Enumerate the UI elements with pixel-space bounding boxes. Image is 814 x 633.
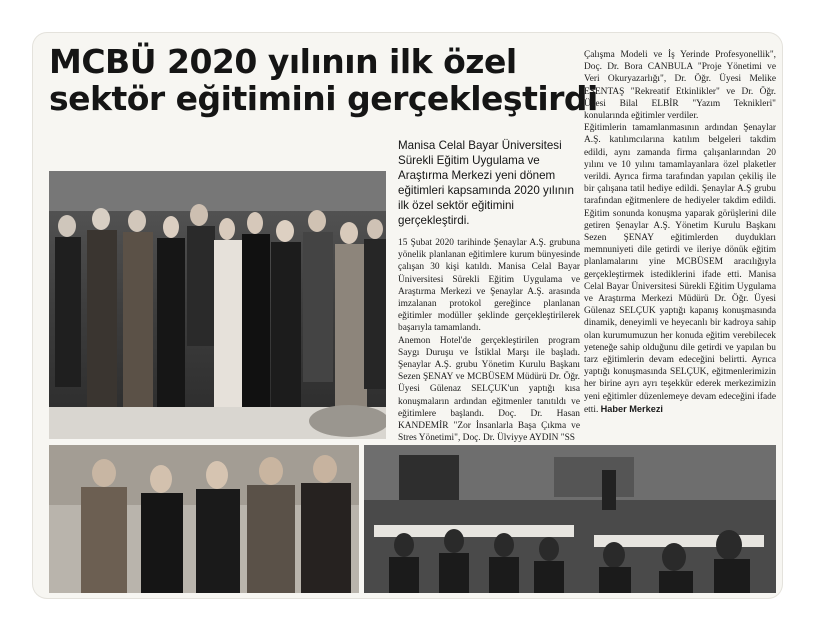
article-byline: Haber Merkezi (600, 403, 663, 414)
headline-line-2: sektör eğitimini gerçekleştirdi (49, 79, 598, 118)
body-paragraph-text: Eğitimlerin tamamlanmasının ardından Şenaylar A.Ş. katılımcılarına katılım belgeleri takdim edildi, aynı zamanda firma çalışanlarından 20 yılını ve 10 yılını tamamlayanlara özel plaketler verildi. Ayrıca firma tarafından yapılan çekiliş ile bir çalışana tatil hediye edildi. Şenaylar A.Ş grubu tarafından eğitmenlere de hediyeler takdim edildi. Eğitim sonunda konuşma yaparak görüşlerini dile getiren Şenaylar A.Ş. Yönetim Kurulu Başkanı Sezen ŞENAY eğitimlerden duydukları memnuniyeti dile getirdi ve ileriye dönük eğitim planlamalarını yine MCBÜSEM aracılığıyla gerçekleştirmek istediklerini ifade etti. Manisa Celal Bayar Üniversitesi Sürekli Eğitim Uygulama ve Araştırma Merkezi Müdürü Dr. Öğr. Üyesi Gülenaz SELÇUK yaptığı kapanış konuşmasında dinamik, deneyimli ve heyecanlı bir kadroya sahip olan kurumumuzun her konuda eğitim verebilecek yeteneğe sahip olduğunu dile getirdi ve yapılan bu tarz eğitimlerin devam edeceğini belirtti. Ayrıca yaptığı konuşmasında SELÇUK, eğitmenlerimizin her birine ayrı ayrı teşekkür ederek merkezimizin yeni eğitimler düzenlemeye devam edeceğini ifade etti. (584, 123, 776, 415)
article-lead: Manisa Celal Bayar Üniversitesi Sürekli Eğitim Uygulama ve Araştırma Merkezi yeni dönem eğitimleri kapsamında 2020 yılının ilk özel sektör eğitimini gerçekleştirdi. (398, 139, 574, 227)
officials-photo (49, 445, 359, 593)
body-paragraph (584, 122, 776, 416)
group-photo (49, 171, 386, 439)
body-paragraph: 15 Şubat 2020 tarihinde Şenaylar A.Ş. grubuna yönelik planlanan eğitimlere kurum bünyesinde çalışan 30 kişi katıldı. Manisa Celal Bayar Üniversitesi Sürekli Eğitim Uygulama ve Araştırma Merkezi ve Şenaylar A.Ş. arasında imzalanan protokol gereğince planlanan eğitimler modüller şeklinde gerçekleştirilerek başarıyla tamamlandı. (398, 238, 580, 334)
article-body-column-right (584, 49, 776, 416)
headline-line-1: MCBÜ 2020 yılının ilk özel (49, 42, 517, 81)
newspaper-clipping (33, 33, 782, 598)
body-paragraph: Anemon Hotel'de gerçekleştirilen program Saygı Duruşu ve İstiklal Marşı ile başladı. Şenaylar A.Ş. grubu Yönetim Kurulu Başkanı Sezen ŞENAY ve MCBÜSEM Müdürü Dr. Öğr. Üyesi Gülenaz SELÇUK'un yaptığı kısa konuşmaların ardından eğitmenler tanıtıldı ve eğitimlere başlandı. Doç. Dr. Hasan KANDEMİR "Zor İnsanlarla Başa Çıkma ve Stres Yönetimi", Doç. Dr. Ülviyye AYDIN "SS (398, 335, 580, 444)
article-headline (49, 42, 598, 118)
body-paragraph: Çalışma Modeli ve İş Yerinde Profesyonellik", Doç. Dr. Bora CANBULA "Proje Yönetimi ve Veri Okuryazarlığı", Dr. Öğr. Üyesi Melike ESENTAŞ "Rekreatif Etkinlikler" ve Dr. Öğr. Üyesi Bilal ELBİR "Yazım Teknikleri" konularında eğitimler verdiler. (584, 50, 776, 122)
article-body-column-middle (398, 237, 580, 444)
seminar-room-photo (364, 445, 776, 593)
